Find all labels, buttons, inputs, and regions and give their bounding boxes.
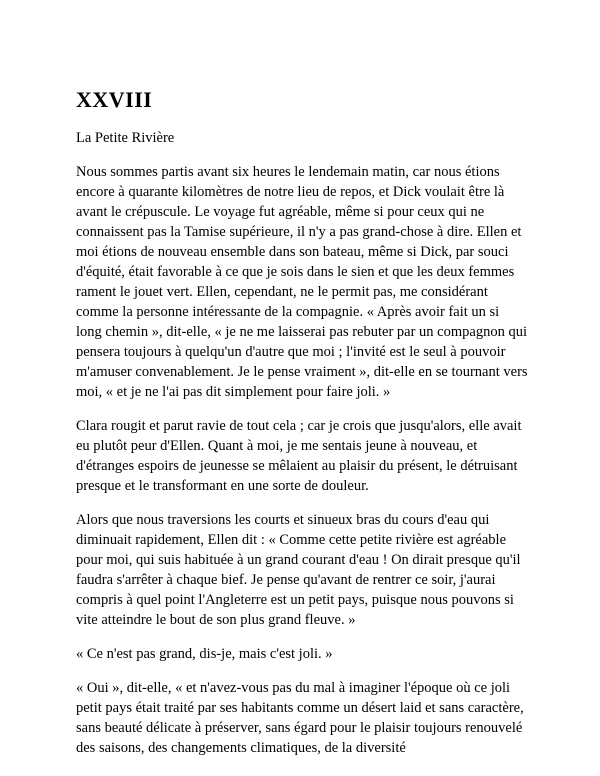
paragraph: « Oui », dit-elle, « et n'avez-vous pas du mal à imaginer l'époque où ce joli petit pays était traité par ses habitants comme un désert laid et sans caractère, sans beauté délicate à préserver, sans égard pour le plaisir toujours renouvelé des saisons, des changements climatiques, de la diversité [76, 680, 524, 756]
chapter-number: XXVIII [76, 87, 153, 112]
paragraph: Clara rougit et parut ravie de tout cela ; car je crois que jusqu'alors, elle avait eu plutôt peur d'Ellen. Quant à moi, je me sentais jeune à nouveau, et d'étranges espoirs de jeunesse se mêlaient au plaisir du présent, le détruisant presque et le transformant en une sorte de douleur. [76, 418, 522, 494]
chapter-title: La Petite Rivière [76, 130, 175, 146]
document-page [76, 86, 528, 772]
paragraph: Alors que nous traversions les courts et sinueux bras du cours d'eau qui diminuait rapidement, Ellen dit : « Comme cette petite rivière est agréable pour moi, qui suis habituée à un grand courant d'eau ! On dirait presque qu'il faudra s'arrêter à chaque bief. Je pense qu'avant de rentrer ce soir, j'aurai compris à quel point l'Angleterre est un petit pays, puisque nous pouvons si vite atteindre le bout de son plus grand fleuve. » [76, 512, 521, 628]
paragraph: « Ce n'est pas grand, dis-je, mais c'est joli. » [76, 646, 333, 662]
paragraph: Nous sommes partis avant six heures le lendemain matin, car nous étions encore à quarante kilomètres de notre lieu de repos, et Dick voulait être là avant le crépuscule. Le voyage fut agréable, même si pour ceux qui ne connaissent pas la Tamise supérieure, il n'y a pas grand-chose à dire. Ellen et moi étions de nouveau ensemble dans son bateau, même si Dick, par souci d'équité, était favorable à ce que je sois dans le sien et que les deux femmes rament le jouet vert. Ellen, cependant, ne le permit pas, me considérant comme la personne intéressante de la compagnie. « Après avoir fait un si long chemin », dit-elle, « je ne me laisserai pas rebuter par un compagnon qui pensera toujours à quelqu'un d'autre que moi ; l'invité est le seul à pouvoir m'amuser convenablement. Je le pense vraiment », dit-elle en se tournant vers moi, « et je ne l'ai pas dit simplement pour faire joli. » [76, 164, 528, 400]
